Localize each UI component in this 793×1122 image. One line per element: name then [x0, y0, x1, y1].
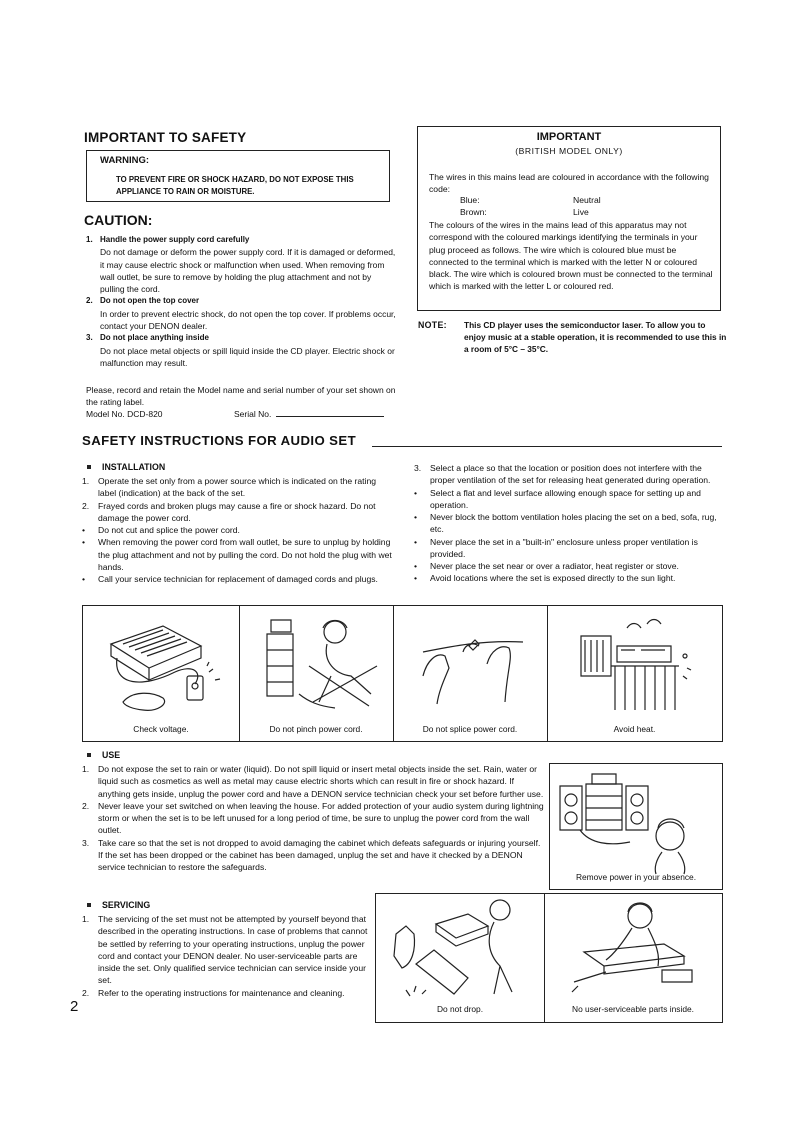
british-notice-title: IMPORTANT — [536, 131, 602, 143]
use-heading: USE — [84, 750, 120, 760]
british-notice-intro: The wires in this mains lead are coloured in accordance with the following code: — [429, 172, 709, 195]
illustration-splice-cord — [393, 606, 547, 741]
list-item: • Never place the set in a "built-in" enclosure unless proper ventilation is provided. — [414, 536, 698, 559]
illustration-no-user-parts — [544, 894, 722, 1022]
illustration-do-not-drop — [376, 894, 544, 1022]
caution-item-body: Do not place metal objects or spill liquid inside the CD player. Electric shock or malfunction may result. — [100, 345, 395, 368]
installation-illustrations — [82, 605, 723, 742]
wire-value: Live — [573, 207, 589, 217]
caution-item-body: Do not damage or deform the power supply cord. If it is damaged or deformed, it may cause electric shock or malfunction when used. When removing from wall outlet, be sure to remove by holding the plug attachment and not by pulling the cord. — [100, 247, 396, 295]
wire-label: Blue: — [460, 195, 480, 205]
list-item: 3. Select a place so that the location or position does not interfere with the proper ventilation of the set for releasing heat generated during operation. — [414, 463, 711, 486]
title-rule — [372, 446, 722, 447]
list-item: • Never place the set near or over a radiator, heat register or stove. — [414, 561, 679, 571]
caution-list — [86, 234, 396, 369]
servicing-heading: SERVICING — [84, 900, 150, 910]
illustration-remove-power — [549, 763, 723, 890]
serial-number-label: Serial No. — [234, 409, 272, 419]
splice-cord-icon — [393, 606, 547, 716]
wire-label: Brown: — [460, 207, 487, 217]
square-bullet-icon — [87, 753, 91, 757]
list-item: 1. The servicing of the set must not be attempted by yourself beyond that described in the operating instructions. In case of problems that cannot be settled by referring to your operating instructions, unplug the power cord and contact your DENON dealer. No user-serviceable parts are inside the set. Only qualified service technician can service inside your set. — [82, 914, 368, 986]
installation-list-right — [414, 462, 724, 585]
warning-text: TO PREVENT FIRE OR SHOCK HAZARD, DO NOT EXPOSE THIS APPLIANCE TO RAIN OR MOISTURE. — [116, 175, 354, 196]
list-item: • Avoid locations where the set is exposed directly to the sun light. — [414, 573, 676, 584]
pinch-cord-icon — [239, 606, 393, 716]
use-list — [82, 763, 544, 873]
square-bullet-icon — [87, 903, 91, 907]
avoid-heat-icon — [547, 606, 722, 716]
list-item: 2. Never leave your set switched on when leaving the house. For added protection of your audio system during lightning storm or when the set is to be left unused for a long period of time, be sure to unplug the power cord from the wall outlet. — [82, 800, 544, 836]
safety-instructions-title: SAFETY INSTRUCTIONS FOR AUDIO SET — [82, 433, 357, 448]
illustration-caption: No user-serviceable parts inside. — [572, 1004, 694, 1014]
caution-item — [86, 295, 396, 332]
square-bullet-icon — [87, 465, 91, 469]
model-number: Model No. DCD-820 — [86, 409, 163, 419]
servicing-list — [82, 913, 372, 999]
caution-item — [86, 234, 396, 295]
caution-item-title: Do not open the top cover — [100, 296, 200, 306]
illustration-caption: Do not drop. — [436, 1004, 484, 1014]
caution-item-number: 1. — [86, 235, 93, 244]
list-item: • Select a flat and level surface allowing enough space for setting up and operation. — [414, 487, 701, 510]
illustration-caption: Check voltage. — [133, 724, 189, 734]
caution-item-number: 2. — [86, 296, 93, 306]
illustration-caption: Do not pinch power cord. — [269, 724, 363, 734]
caution-item-number: 3. — [86, 333, 93, 343]
list-item: 2. Frayed cords and broken plugs may cause a fire or shock hazard. Do not damage the power cord. — [82, 500, 376, 523]
british-notice-body: The colours of the wires in the mains lead of this apparatus may not correspond with the coloured markings identifying the terminals in your plug proceed as follows. The wire which is coloured blue must be connected to the terminal which is marked with the letter N or coloured black. The wire which is coloured brown must be connected to the terminal which is marked with the letter L or coloured red. — [429, 220, 713, 292]
list-item: • Never block the bottom ventilation holes placing the set on a bed, sofa, rug, etc. — [414, 512, 717, 535]
illustration-caption: Remove power in your absence. — [575, 872, 697, 882]
remove-power-icon — [550, 764, 722, 870]
safety-title: IMPORTANT TO SAFETY — [84, 130, 247, 145]
list-item: 3. Take care so that the set is not dropped to avoid damaging the cabinet which defeats safeguards or injuring yourself. If the set has been dropped or the cabinet has been damaged, unplug the set and have it checked by a DENON service technician to restore the safeguards. — [82, 837, 541, 872]
list-item: 1. Do not expose the set to rain or water (liquid). Do not spill liquid or insert metal objects inside the set. Rain, water or liquid such as cosmetics as well as metal may cause electric shorts which can result in fire or shock hazard. If anything gets inside, unplug the power cord and have a DENON service technician check your set before further use. — [82, 764, 544, 799]
illustration-pinch-cord — [239, 606, 393, 741]
list-item: • Call your service technician for replacement of damaged cords and plugs. — [82, 574, 378, 584]
note-label: NOTE: — [418, 320, 447, 330]
record-instructions: Please, record and retain the Model name and serial number of your set shown on the rating label. — [86, 385, 396, 408]
wire-value: Neutral — [573, 195, 601, 205]
list-item: 1. Operate the set only from a power source which is indicated on the rating label (indication) at the back of the set. — [82, 476, 377, 499]
installation-heading: INSTALLATION — [84, 462, 165, 472]
caution-item-body: In order to prevent electric shock, do not open the top cover. If problems occur, contact your DENON dealer. — [100, 308, 396, 332]
warning-box — [86, 150, 390, 202]
installation-list-left — [82, 475, 396, 585]
serial-number-blank — [276, 416, 384, 417]
illustration-check-voltage — [83, 606, 239, 741]
illustration-avoid-heat — [547, 606, 722, 741]
illustration-caption: Do not splice power cord. — [422, 724, 518, 734]
list-item: 2. Refer to the operating instructions for maintenance and cleaning. — [82, 987, 345, 998]
illustration-caption: Avoid heat. — [613, 724, 656, 734]
british-notice-subtitle: (BRITISH MODEL ONLY) — [515, 146, 623, 156]
caution-item-title: Handle the power supply cord carefully — [100, 235, 250, 244]
caution-title: CAUTION: — [84, 212, 153, 228]
no-user-parts-icon — [544, 894, 722, 998]
page-number: 2 — [70, 998, 79, 1015]
do-not-drop-icon — [376, 894, 544, 998]
check-voltage-icon — [83, 606, 239, 716]
list-item: • Do not cut and splice the power cord. — [82, 525, 240, 535]
servicing-illustrations — [375, 893, 723, 1023]
list-item: • When removing the power cord from wall outlet, be sure to unplug by holding the plug attachment and not by pulling the cord. Do not hold the plug with wet hands. — [82, 537, 392, 572]
warning-label: WARNING: — [100, 155, 150, 166]
caution-item-title: Do not place anything inside — [100, 333, 209, 343]
caution-item — [86, 332, 396, 369]
british-notice-box — [417, 126, 721, 311]
note-text: This CD player uses the semiconductor laser. To allow you to enjoy music at a stable operation, it is recommended to use this in a room of 5°C – 35°C. — [464, 320, 727, 354]
